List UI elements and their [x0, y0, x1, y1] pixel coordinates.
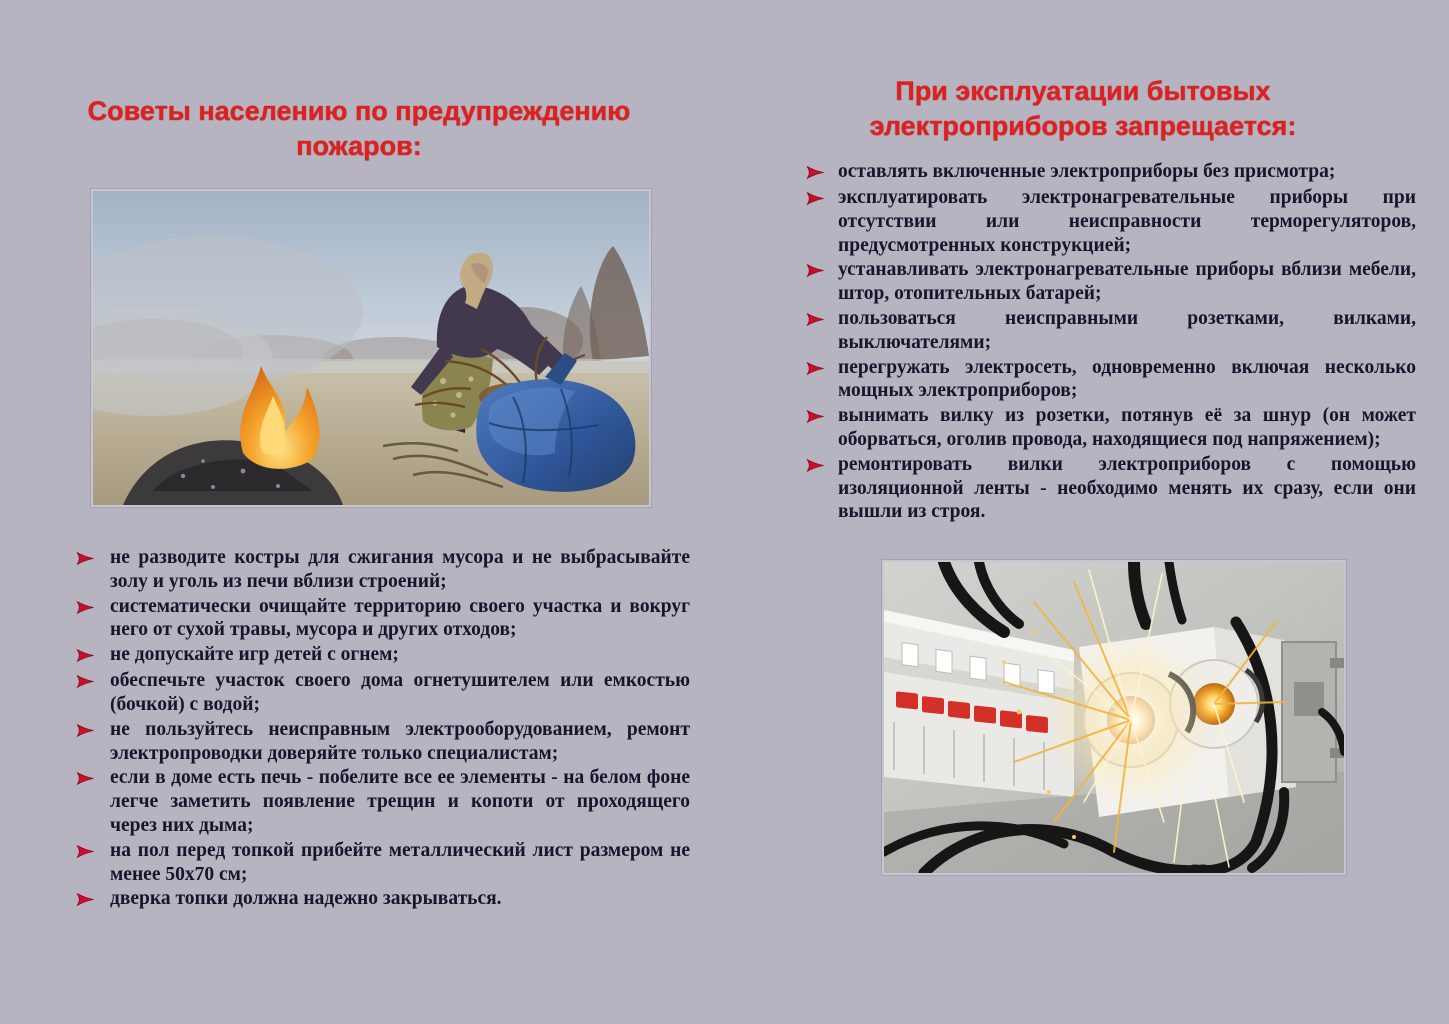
electrical-appliance-prohibitions-list [806, 160, 1416, 525]
list-item-text: если в доме есть печь - побелите все ее элементы - на белом фоне легче заметить появление трещин и копоти от проходящего через них дыма; [110, 767, 690, 836]
arrow-bullet-icon [806, 160, 838, 185]
list-item-text: перегружать электросеть, одновременно включая несколько мощных электроприборов; [838, 356, 1416, 402]
arrow-bullet-icon [76, 669, 110, 694]
list-item-text: не пользуйтесь неисправным электрооборудованием, ремонт электропроводки доверяйте только специалистам; [110, 718, 690, 764]
arrow-bullet-icon [806, 453, 838, 478]
right-column-heading: При эксплуатации бытовых электроприборов запрещается: [869, 76, 1297, 142]
arrow-bullet-icon [76, 643, 110, 668]
list-item [76, 643, 690, 668]
arrow-bullet-icon [76, 718, 110, 743]
list-item-text: не допускайте игр детей с огнем; [110, 644, 399, 666]
list-item [76, 669, 690, 717]
list-item-text: ремонтировать вилки электроприборов с помощью изоляционной ленты - необходимо менять их сразу, если они вышли из строя. [838, 453, 1416, 523]
list-item [806, 186, 1416, 257]
list-item [76, 839, 690, 887]
arrow-bullet-icon [76, 766, 110, 791]
list-item-text: пользоваться неисправными розетками, вилками, выключателями; [838, 307, 1416, 353]
arrow-bullet-icon [76, 887, 110, 912]
list-item-text: устанавливать электронагревательные приборы вблизи мебели, штор, отопительных батарей; [838, 259, 1416, 305]
list-item [806, 356, 1416, 404]
list-item-text: обеспечьте участок своего дома огнетушителем или емкостью (бочкой) с водой; [110, 670, 690, 715]
list-item [76, 887, 690, 912]
list-item-text: не разводите костры для сжигания мусора и не выбрасывайте золу и уголь из печи вблизи строений; [110, 547, 690, 592]
list-item [806, 453, 1416, 524]
list-item-text: на пол перед топкой прибейте металлический лист размером не менее 50х70 см; [110, 839, 690, 885]
arrow-bullet-icon [76, 595, 110, 620]
list-item [76, 718, 690, 766]
arrow-bullet-icon [806, 307, 838, 332]
list-item [806, 404, 1416, 452]
list-item-text: дверка топки должна надежно закрываться. [110, 888, 502, 910]
list-item-text: оставлять включенные электроприборы без присмотра; [838, 161, 1336, 182]
arrow-bullet-icon [806, 186, 838, 211]
list-item-text: систематически очищайте территорию своего участка и вокруг него от сухой травы, мусора и других отходов; [110, 595, 690, 641]
list-item [806, 307, 1416, 355]
list-item [76, 595, 690, 643]
arrow-bullet-icon [76, 546, 110, 571]
list-item [76, 766, 690, 837]
sparking-electrical-panel-photo [882, 560, 1346, 875]
list-item [806, 160, 1416, 185]
list-item [806, 258, 1416, 306]
arrow-bullet-icon [76, 839, 110, 864]
burning-grass-field-photo [91, 189, 651, 507]
list-item-text: вынимать вилку из розетки, потянув её за шнур (он может оборваться, оголив провода, находящиеся под напряжением); [838, 405, 1416, 450]
fire-prevention-tips-list [76, 546, 690, 913]
arrow-bullet-icon [806, 404, 838, 429]
left-column-heading: Советы населению по предупреждению пожаров: [87, 96, 631, 162]
arrow-bullet-icon [806, 356, 838, 381]
list-item [76, 546, 690, 594]
arrow-bullet-icon [806, 258, 838, 283]
list-item-text: эксплуатировать электронагревательные приборы при отсутствии или неисправности терморегуляторов, предусмотренных конструкцией; [838, 187, 1416, 256]
